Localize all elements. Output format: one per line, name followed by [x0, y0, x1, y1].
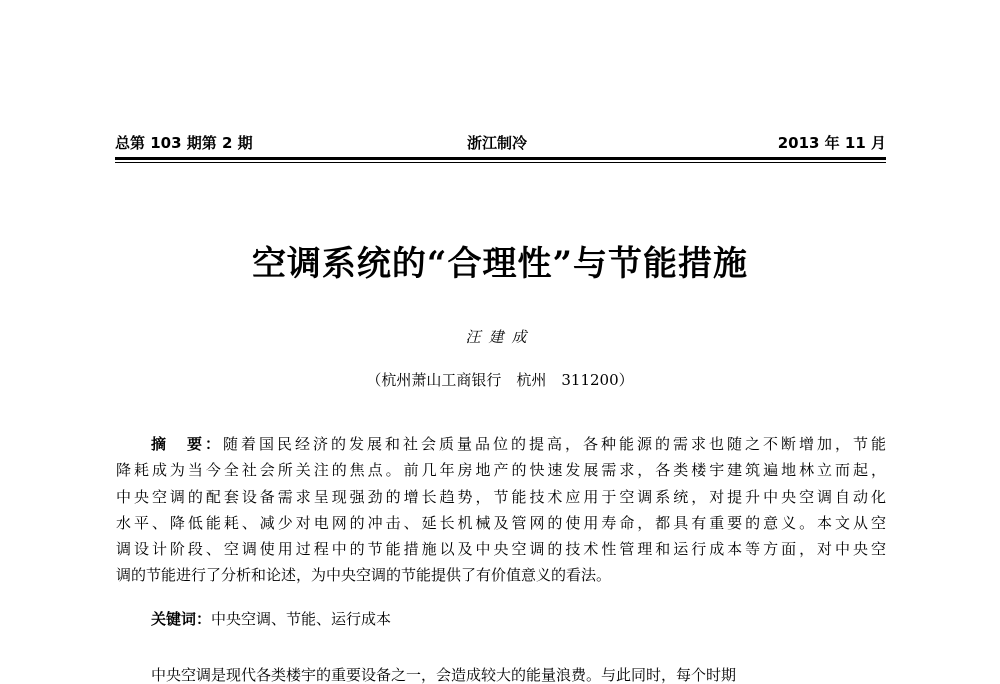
abstract-line: 调设计阶段、空调使用过程中的节能措施以及中央空调的技术性管理和运行成本等方面，对中央空: [116, 540, 886, 559]
abstract-line: [116, 431, 886, 457]
abstract-line: 调的节能进行了分析和论述，为中央空调的节能提供了有价值意义的看法。: [116, 566, 612, 585]
header-rule-thick: [115, 157, 886, 160]
keywords-value: 中央空调、节能、运行成本: [211, 610, 392, 628]
body-paragraph: 中央空调是现代各类楼宇的重要设备之一，会造成较大的能量浪费。与此同时，每个时期: [151, 666, 737, 684]
author-name: 汪建成: [465, 328, 535, 346]
issue-number: 总第 103 期第 2 期: [115, 134, 253, 152]
issue-date: 2013 年 11 月: [777, 134, 886, 152]
keywords-label: 关键词：: [151, 610, 212, 628]
journal-name: 浙江制冷: [467, 134, 528, 152]
author-affiliation: （杭州萧山工商银行 杭州 311200）: [366, 371, 634, 389]
abstract-text: 随着国民经济的发展和社会质量品位的提高，各种能源的需求也随之不断增加，节能: [223, 435, 886, 453]
abstract-line: 水平、降低能耗、减少对电网的冲击、延长机械及管网的使用寿命，都具有重要的意义。本文从空: [116, 513, 886, 532]
keywords: [151, 609, 391, 629]
abstract-line: 中央空调的配套设备需求呈现强劲的增长趋势，节能技术应用于空调系统，对提升中央空调自动化: [116, 487, 886, 506]
abstract-line: 降耗成为当今全社会所关注的焦点。前几年房地产的快速发展需求，各类楼宇建筑遍地林立而起，: [116, 461, 886, 480]
header-rule-thin: [115, 162, 886, 163]
article-title: 空调系统的“合理性”与节能措施: [251, 244, 749, 284]
abstract: [116, 431, 886, 589]
running-header: [115, 129, 886, 159]
abstract-label: 摘 要：: [151, 435, 223, 453]
